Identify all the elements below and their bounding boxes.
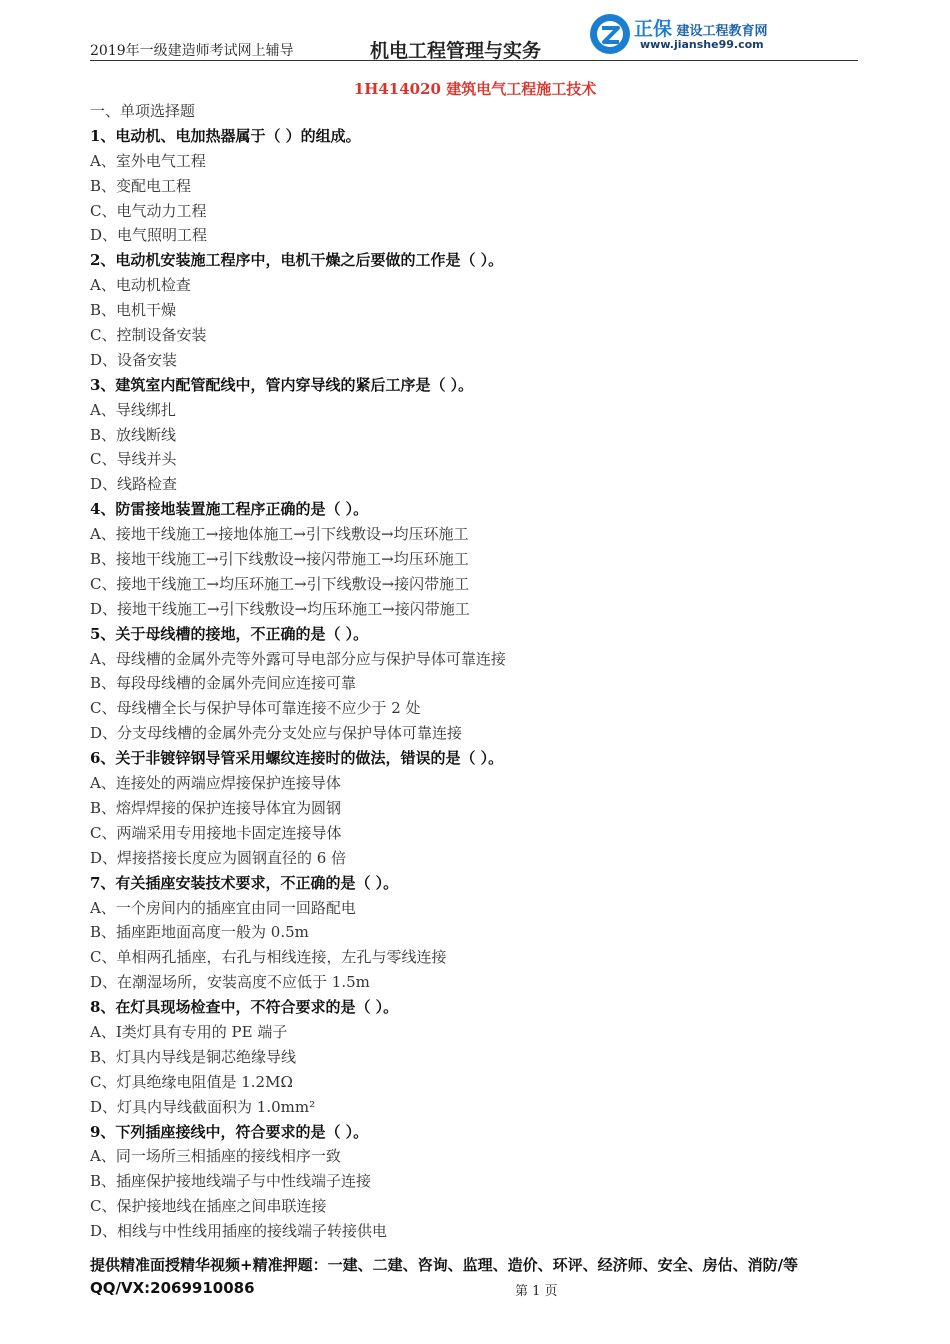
page-header-left: 2019年一级建造师考试网上辅导 bbox=[90, 43, 294, 59]
logo-mark-icon bbox=[588, 12, 632, 56]
answer-option: D、灯具内导线截面积为 1.0mm² bbox=[90, 1097, 316, 1116]
answer-option: A、连接处的两端应焊接保护连接导体 bbox=[90, 774, 341, 793]
answer-option: A、母线槽的金属外壳等外露可导电部分应与保护导体可靠连接 bbox=[90, 649, 506, 668]
page-header-title: 机电工程管理与实务 bbox=[370, 40, 542, 62]
answer-option: A、导线绑扎 bbox=[90, 400, 176, 419]
question-stem: 8、在灯具现场检查中，不符合要求的是（ ）。 bbox=[90, 998, 399, 1017]
answer-option: C、控制设备安装 bbox=[90, 326, 207, 345]
logo-url: www.jianshe99.com bbox=[640, 38, 764, 51]
answer-option: C、电气动力工程 bbox=[90, 201, 207, 220]
question-stem: 9、下列插座接线中，符合要求的是（ ）。 bbox=[90, 1122, 369, 1141]
footer-contact: QQ/VX:2069910086 bbox=[90, 1279, 255, 1297]
page-number: 第 1 页 bbox=[515, 1284, 558, 1299]
question-stem: 5、关于母线槽的接地，不正确的是（ ）。 bbox=[90, 624, 369, 643]
answer-option: C、单相两孔插座，右孔与相线连接，左孔与零线连接 bbox=[90, 948, 447, 967]
answer-option: A、室外电气工程 bbox=[90, 151, 206, 170]
answer-option: B、电机干燥 bbox=[90, 301, 177, 320]
answer-option: A、电动机检查 bbox=[90, 276, 191, 295]
footer-promo: 提供精准面授精华视频+精准押题：一建、二建、咨询、监理、造价、环评、经济师、安全、房估、消防/等 bbox=[90, 1256, 799, 1274]
question-stem: 4、防雷接地装置施工程序正确的是（ ）。 bbox=[90, 500, 369, 519]
part-title: 一、单项选择题 bbox=[90, 102, 196, 120]
question-list bbox=[90, 99, 870, 1244]
brand-logo bbox=[588, 10, 778, 58]
question-stem: 7、有关插座安装技术要求，不正确的是（ ）。 bbox=[90, 873, 399, 892]
answer-option: B、变配电工程 bbox=[90, 176, 192, 195]
answer-option: C、两端采用专用接地卡固定连接导体 bbox=[90, 823, 342, 842]
answer-option: B、放线断线 bbox=[90, 425, 177, 444]
answer-option: C、导线并头 bbox=[90, 450, 177, 469]
answer-option: B、熔焊焊接的保护连接导体宜为圆钢 bbox=[90, 798, 342, 817]
answer-option: D、在潮湿场所，安装高度不应低于 1.5m bbox=[90, 973, 370, 992]
answer-option: B、灯具内导线是铜芯绝缘导线 bbox=[90, 1047, 297, 1066]
answer-option: A、一个房间内的插座宜由同一回路配电 bbox=[90, 898, 356, 917]
answer-option: C、母线槽全长与保护导体可靠连接不应少于 2 处 bbox=[90, 699, 421, 718]
answer-option: D、焊接搭接长度应为圆钢直径的 6 倍 bbox=[90, 848, 347, 867]
answer-option: A、Ⅰ类灯具有专用的 PE 端子 bbox=[90, 1022, 288, 1041]
answer-option: D、电气照明工程 bbox=[90, 226, 208, 245]
answer-option: B、插座距地面高度一般为 0.5m bbox=[90, 923, 309, 942]
answer-option: B、接地干线施工→引下线敷设→接闪带施工→均压环施工 bbox=[90, 550, 469, 569]
logo-name: 正保 bbox=[634, 18, 673, 40]
section-title: 1H414020 建筑电气工程施工技术 bbox=[353, 80, 597, 98]
answer-option: A、同一场所三相插座的接线相序一致 bbox=[90, 1147, 341, 1166]
question-stem: 6、关于非镀锌钢导管采用螺纹连接时的做法，错误的是（ ）。 bbox=[90, 749, 504, 768]
answer-option: D、相线与中性线用插座的接线端子转接供电 bbox=[90, 1222, 388, 1241]
answer-option: C、灯具绝缘电阻值是 1.2MΩ bbox=[90, 1072, 293, 1091]
answer-option: D、分支母线槽的金属外壳分支处应与保护导体可靠连接 bbox=[90, 724, 463, 743]
answer-option: B、每段母线槽的金属外壳间应连接可靠 bbox=[90, 674, 357, 693]
answer-option: D、线路检查 bbox=[90, 475, 178, 494]
answer-option: D、设备安装 bbox=[90, 350, 178, 369]
header-rule bbox=[90, 60, 858, 61]
answer-option: C、接地干线施工→均压环施工→引下线敷设→接闪带施工 bbox=[90, 574, 470, 593]
answer-option: B、插座保护接地线端子与中性线端子连接 bbox=[90, 1172, 372, 1191]
answer-option: C、保护接地线在插座之间串联连接 bbox=[90, 1197, 327, 1216]
answer-option: D、接地干线施工→引下线敷设→均压环施工→接闪带施工 bbox=[90, 599, 470, 618]
question-stem: 2、电动机安装施工程序中，电机干燥之后要做的工作是（ ）。 bbox=[90, 251, 504, 270]
question-stem: 3、建筑室内配管配线中，管内穿导线的紧后工序是（ ）。 bbox=[90, 375, 474, 394]
logo-subtitle: 建设工程教育网 bbox=[676, 24, 768, 39]
question-stem: 1、电动机、电加热器属于（ ）的组成。 bbox=[90, 126, 361, 145]
answer-option: A、接地干线施工→接地体施工→引下线敷设→均压环施工 bbox=[90, 525, 469, 544]
